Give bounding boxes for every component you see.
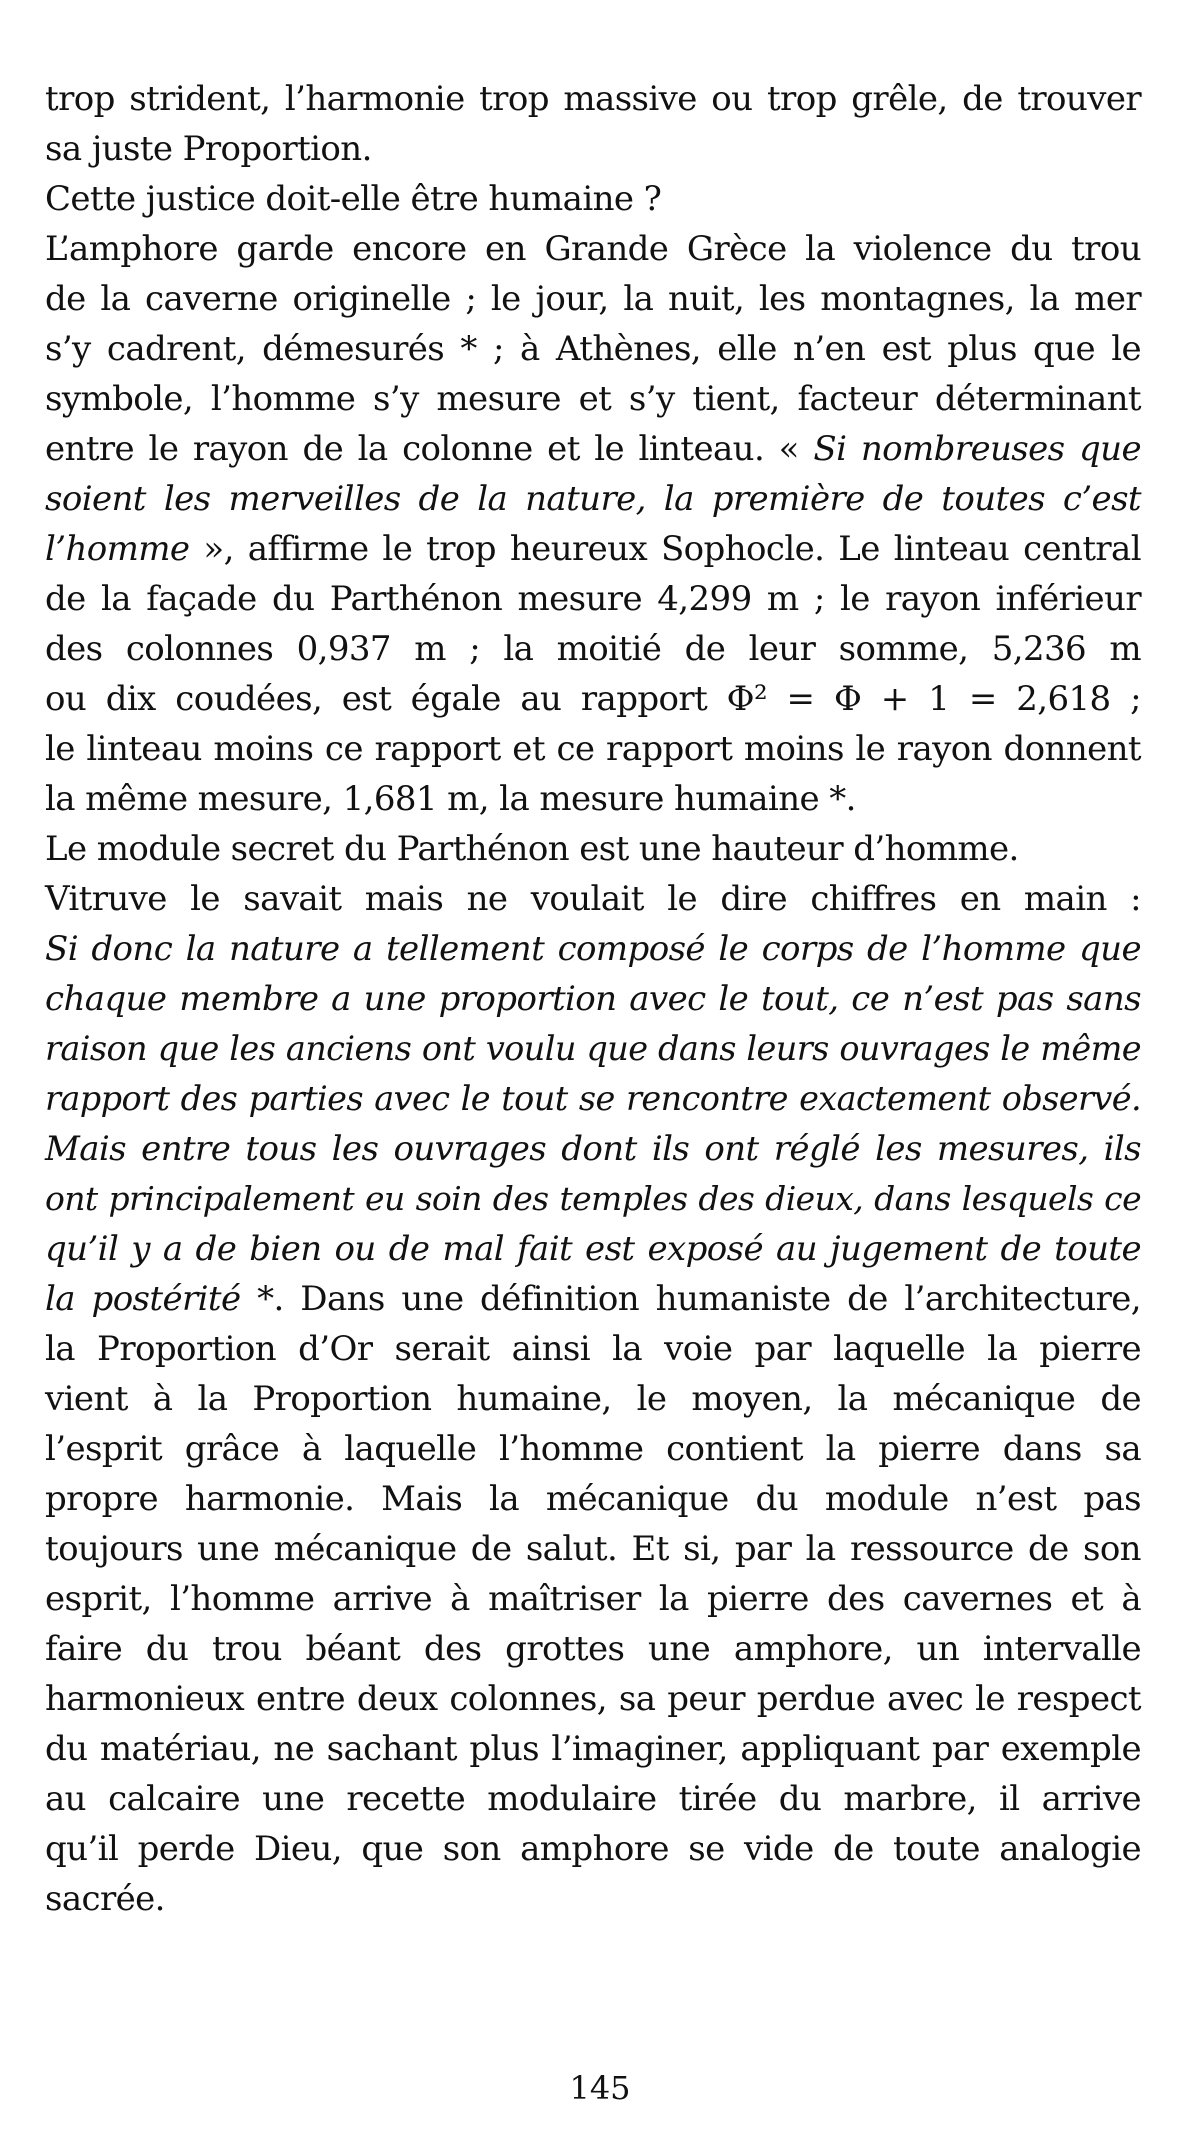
italic-run: Si nombreuses que (813, 429, 1141, 469)
text-line: vient à la Proportion humaine, le moyen, la mécanique de (45, 1379, 1141, 1419)
text-line: rapport des parties avec le tout se rencontre exactement observé. (45, 1079, 1141, 1118)
text-run: entre le rayon de la colonne et le linteau. « (45, 429, 814, 469)
text-line: Vitruve le savait mais ne voulait le dire chiffres en main : (45, 879, 1141, 919)
italic-run: la postérité (45, 1279, 241, 1319)
text-line (45, 424, 1141, 474)
text-line (45, 524, 1141, 574)
italic-run: l’homme (45, 529, 190, 569)
text-line: Le module secret du Parthénon est une hauteur d’homme. (45, 829, 1019, 869)
text-line: raison que les anciens ont voulu que dans leurs ouvrages le même (45, 1029, 1141, 1068)
text-line: ont principalement eu soin des temples des dieux, dans lesquels ce (45, 1179, 1141, 1218)
text-line: de la façade du Parthénon mesure 4,299 m ; le rayon inférieur (45, 579, 1141, 619)
text-line (45, 1274, 1141, 1324)
text-line: de la caverne originelle ; le jour, la nuit, les montagnes, la mer (45, 279, 1141, 319)
text-line: du matériau, ne sachant plus l’imaginer, appliquant par exemple (45, 1729, 1141, 1769)
text-line: L’amphore garde encore en Grande Grèce la violence du trou (45, 229, 1141, 269)
text-line: qu’il y a de bien ou de mal fait est exposé au jugement de toute (45, 1229, 1141, 1269)
text-line: ou dix coudées, est égale au rapport Φ² = Φ + 1 = 2,618 ; (45, 679, 1141, 719)
text-line: Mais entre tous les ouvrages dont ils ont réglé les mesures, ils (45, 1129, 1141, 1169)
text-line: Cette justice doit-elle être humaine ? (45, 179, 662, 219)
text-line: soient les merveilles de la nature, la première de toutes c’est (45, 479, 1141, 519)
text-line: propre harmonie. Mais la mécanique du module n’est pas (45, 1479, 1141, 1519)
text-line: harmonieux entre deux colonnes, sa peur perdue avec le respect (45, 1679, 1141, 1719)
text-line: esprit, l’homme arrive à maîtriser la pierre des cavernes et à (45, 1579, 1141, 1619)
text-run: », affirme le trop heureux Sophocle. Le linteau central (189, 529, 1141, 569)
text-line: qu’il perde Dieu, que son amphore se vide de toute analogie (45, 1829, 1141, 1869)
text-line: des colonnes 0,937 m ; la moitié de leur somme, 5,236 m (45, 629, 1141, 669)
text-line: trop strident, l’harmonie trop massive ou trop grêle, de trouver (45, 79, 1141, 119)
text-line: au calcaire une recette modulaire tirée du marbre, il arrive (45, 1779, 1141, 1819)
text-line: le linteau moins ce rapport et ce rapport moins le rayon donnent (45, 729, 1141, 769)
text-line: la Proportion d’Or serait ainsi la voie par laquelle la pierre (45, 1329, 1141, 1369)
text-line: s’y cadrent, démesurés * ; à Athènes, elle n’en est plus que le (45, 329, 1141, 369)
page-number: 145 (569, 2069, 631, 2107)
text-run: *. Dans une définition humaniste de l’architecture, (240, 1279, 1141, 1319)
text-line: l’esprit grâce à laquelle l’homme contient la pierre dans sa (45, 1429, 1141, 1469)
text-line: sacrée. (45, 1879, 165, 1919)
text-line: chaque membre a une proportion avec le tout, ce n’est pas sans (45, 979, 1141, 1019)
text-line: faire du trou béant des grottes une amphore, un intervalle (45, 1629, 1141, 1669)
text-line: Si donc la nature a tellement composé le corps de l’homme que (45, 929, 1141, 969)
text-line: sa juste Proportion. (45, 129, 372, 169)
text-line: toujours une mécanique de salut. Et si, par la ressource de son (45, 1529, 1141, 1569)
text-line: symbole, l’homme s’y mesure et s’y tient, facteur déterminant (45, 379, 1141, 419)
body-text (45, 74, 1141, 1924)
text-line: la même mesure, 1,681 m, la mesure humaine *. (45, 779, 856, 819)
